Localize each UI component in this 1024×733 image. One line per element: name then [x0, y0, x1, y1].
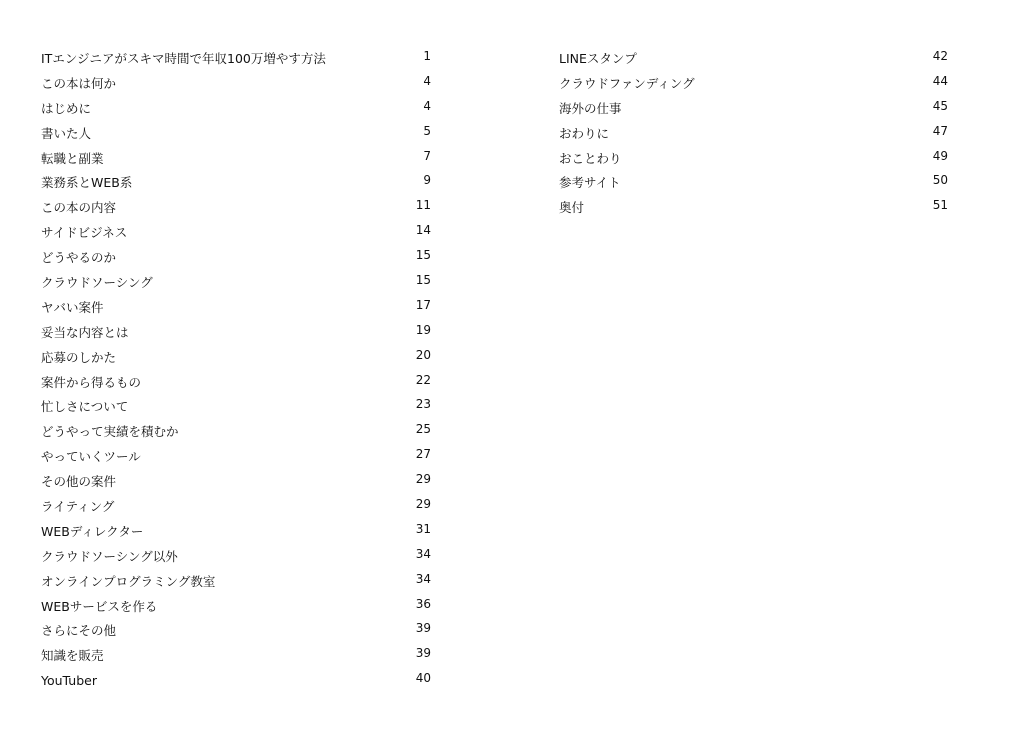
toc-entry-title: 忙しさについて [41, 399, 129, 415]
toc-entry-title: その他の案件 [41, 474, 117, 490]
toc-entry-title: WEBサービスを作る [41, 598, 158, 614]
toc-entry-title: クラウドファンディング [559, 75, 695, 91]
toc-entry[interactable] [41, 48, 431, 73]
toc-entry-title: サイドビジネス [41, 225, 128, 241]
toc-entry-page: 1 [423, 49, 431, 63]
toc-entry-title: はじめに [41, 100, 92, 116]
toc-entry-page: 9 [423, 173, 431, 188]
toc-entry-title: この本の内容 [41, 200, 117, 216]
toc-entry-title: ITエンジニアがスキマ時間で年収100万増やす方法 [41, 51, 326, 66]
toc-entry-title: 応募のしかた [41, 349, 117, 365]
toc-entry-page: 36 [415, 596, 431, 611]
toc-entry[interactable] [41, 596, 431, 621]
toc-entry-page: 20 [415, 347, 431, 362]
toc-entry-title: 知識を販売 [41, 648, 104, 664]
toc-entry[interactable] [41, 247, 431, 272]
toc-entry-page: 25 [415, 422, 431, 437]
toc-entry-page: 34 [415, 546, 431, 561]
toc-entry-page: 27 [415, 447, 431, 462]
toc-entry[interactable] [41, 297, 431, 322]
toc-entry[interactable] [559, 172, 948, 197]
toc-entry[interactable] [41, 620, 431, 645]
toc-entry-page: 42 [932, 49, 948, 63]
toc-entry[interactable] [41, 571, 431, 596]
toc-entry-title: LINEスタンプ [559, 51, 637, 66]
toc-entry-title: WEBディレクター [41, 523, 144, 539]
toc-entry-page: 31 [415, 521, 431, 536]
toc-entry-page: 47 [932, 123, 948, 138]
toc-entry-page: 45 [932, 98, 948, 113]
toc-entry-title: どうやるのか [41, 250, 117, 266]
toc-entry-page: 4 [423, 98, 431, 113]
toc-entry-title: さらにその他 [41, 623, 117, 639]
toc-entry-page: 29 [415, 497, 431, 512]
toc-entry-page: 15 [415, 248, 431, 263]
toc-entry[interactable] [41, 73, 431, 98]
toc-entry-title: おことわり [559, 150, 622, 166]
toc-entry-page: 29 [415, 472, 431, 487]
toc-entry-page: 23 [415, 397, 431, 412]
toc-entry-page: 49 [932, 148, 948, 163]
toc-entry-page: 50 [932, 173, 948, 188]
toc-entry-title: 妥当な内容とは [41, 324, 129, 340]
toc-entry[interactable] [41, 322, 431, 347]
toc-entry-page: 22 [415, 372, 431, 387]
toc-entry-page: 15 [415, 273, 431, 288]
toc-entry-title: おわりに [559, 125, 610, 141]
toc-entry-title: クラウドソーシング [41, 275, 153, 291]
toc-entry-title: 案件から得るもの [41, 374, 142, 390]
toc-entry-page: 7 [423, 148, 431, 163]
toc-entry-title: ライティング [41, 499, 115, 515]
toc-entry[interactable] [41, 645, 431, 670]
toc-entry[interactable] [559, 73, 948, 98]
toc-entry[interactable] [41, 372, 431, 397]
toc-entry[interactable] [41, 98, 431, 123]
toc-entry[interactable] [559, 197, 948, 222]
toc-entry-title: この本は何か [41, 75, 117, 91]
toc-entry-title: やっていくツール [41, 449, 141, 465]
toc-entry-title: 奥付 [559, 200, 585, 216]
toc-entry-title: どうやって実績を積むか [41, 424, 179, 440]
toc-entry-page: 40 [415, 671, 431, 686]
toc-entry-page: 39 [415, 621, 431, 636]
toc-entry-page: 17 [415, 297, 431, 312]
toc-entry[interactable] [41, 197, 431, 222]
toc-entry-page: 51 [932, 198, 948, 213]
toc-entry[interactable] [41, 670, 431, 695]
toc-entry-title: クラウドソーシング以外 [41, 548, 178, 564]
toc-entry[interactable] [41, 396, 431, 421]
toc-entry-page: 5 [423, 123, 431, 138]
toc-entry[interactable] [41, 347, 431, 372]
toc-entry[interactable] [559, 98, 948, 123]
toc-left-column [41, 48, 431, 695]
toc-entry-title: ヤバい案件 [41, 299, 104, 315]
toc-entry[interactable] [41, 148, 431, 173]
toc-entry-title: 書いた人 [41, 125, 92, 141]
toc-entry-page: 19 [415, 322, 431, 337]
toc-right-column [559, 48, 948, 222]
toc-entry[interactable] [41, 471, 431, 496]
toc-entry-title: 参考サイト [559, 175, 621, 191]
toc-entry-title: YouTuber [41, 673, 97, 689]
toc-entry-title: 海外の仕事 [559, 100, 622, 116]
toc-entry[interactable] [41, 521, 431, 546]
toc-entry[interactable] [559, 48, 948, 73]
toc-entry[interactable] [41, 421, 431, 446]
toc-entry-title: 業務系とWEB系 [41, 175, 133, 191]
toc-entry-title: オンラインプログラミング教室 [41, 573, 216, 589]
toc-entry[interactable] [41, 546, 431, 571]
toc-entry-page: 11 [415, 198, 431, 213]
toc-entry[interactable] [41, 123, 431, 148]
toc-entry[interactable] [41, 446, 431, 471]
toc-entry[interactable] [559, 123, 948, 148]
toc-entry-page: 39 [415, 646, 431, 661]
toc-entry-page: 44 [932, 73, 948, 88]
toc-entry[interactable] [41, 222, 431, 247]
toc-entry-page: 4 [423, 73, 431, 88]
toc-entry-title: 転職と副業 [41, 150, 104, 166]
toc-entry-page: 14 [415, 223, 431, 238]
toc-entry[interactable] [41, 172, 431, 197]
toc-entry[interactable] [41, 496, 431, 521]
toc-entry-page: 34 [415, 571, 431, 586]
toc-entry[interactable] [559, 148, 948, 173]
toc-entry[interactable] [41, 272, 431, 297]
